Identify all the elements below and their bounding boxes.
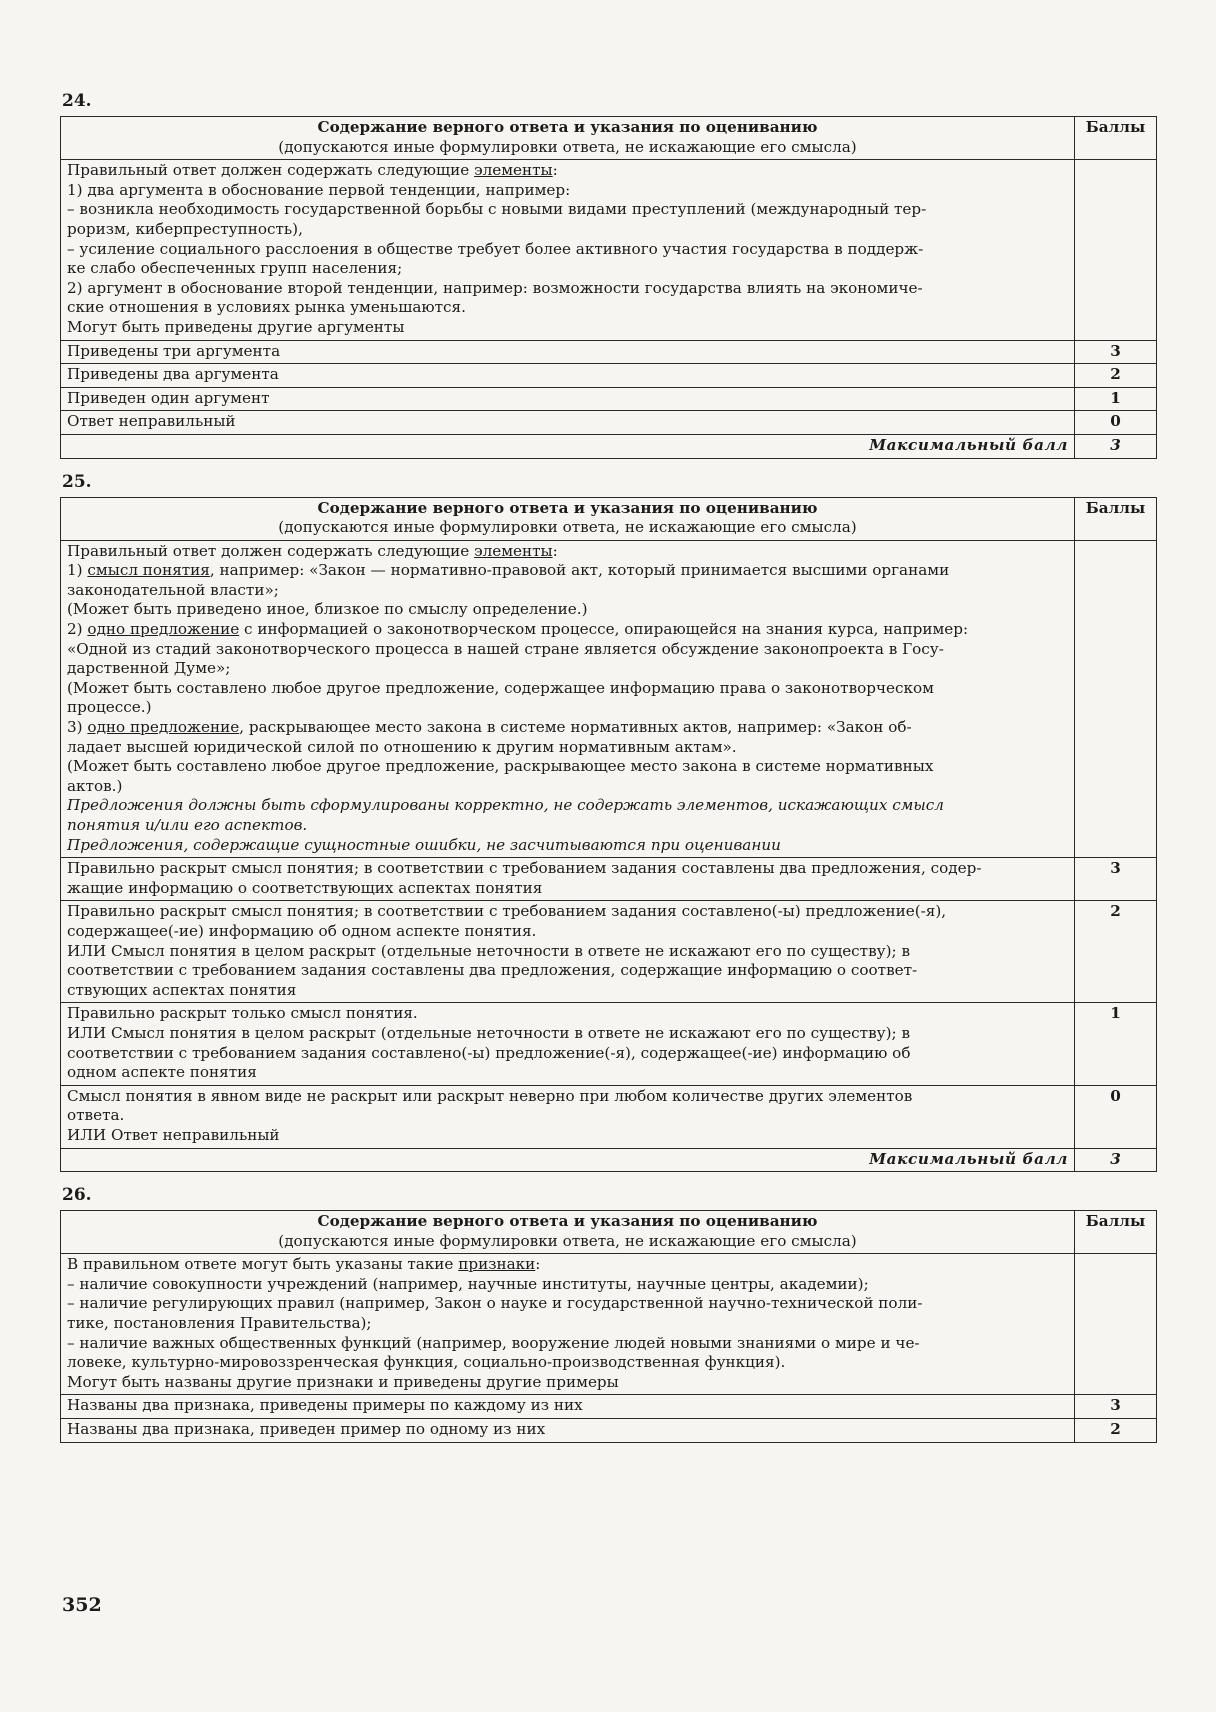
header-title: Содержание верного ответа и указания по оцениванию xyxy=(317,1212,818,1231)
score-row xyxy=(61,901,1157,1003)
score-row xyxy=(61,1003,1157,1085)
score-row xyxy=(61,364,1157,388)
page xyxy=(60,88,1156,1453)
score-row xyxy=(61,340,1157,364)
answer-content-row xyxy=(61,1254,1157,1395)
header-points: Баллы xyxy=(1075,117,1157,160)
scoring-table-26 xyxy=(60,1210,1157,1443)
answer-content-row xyxy=(61,160,1157,340)
scoring-table-25 xyxy=(60,497,1157,1173)
score-row xyxy=(61,1419,1157,1443)
score-criterion: Названы два признака, приведен пример по одному из них xyxy=(61,1419,1075,1443)
score-points: 2 xyxy=(1075,364,1157,388)
score-points: 1 xyxy=(1075,387,1157,411)
score-criterion: Правильно раскрыт смысл понятия; в соответствии с требованием задания составлены два предложения, содер- жащие информацию о соответствующих аспектах понятия xyxy=(61,858,1075,901)
score-row xyxy=(61,1085,1157,1148)
answer-content: Правильный ответ должен содержать следующие элементы: 1) смысл понятия, например: «Закон — нормативно-правовой акт, который принимается высшими органами законодательной власти»; (Может быть приведено иное, близкое по смыслу определение.) 2) одно предложение с информацией о законотворческом процессе, опирающейся на знания курса, например: «Одной из стадий законотворческого процесса в нашей стране является обсуждение законопроекта в Госу- дарственной Думе»; (Может быть составлено любое другое предложение, содержащее информацию права о законотворческом процессе.) 3) одно предложение, раскрывающее место закона в системе нормативных актов, например: «Закон об- ладает высшей юридической силой по отношению к другим нормативным актам». (Может быть составлено любое другое предложение, раскрывающее место закона в системе нормативных актов.) Предложения должны быть сформулированы корректно, не содержать элементов, искажающих смысл понятия и/или его аспектов. Предложения, содержащие сущностные ошибки, не засчитываются при оценивании xyxy=(61,540,1075,858)
score-criterion: Приведены три аргумента xyxy=(61,340,1075,364)
score-criterion: Приведен один аргумент xyxy=(61,387,1075,411)
score-criterion: Смысл понятия в явном виде не раскрыт или раскрыт неверно при любом количестве других элементов ответа. ИЛИ Ответ неправильный xyxy=(61,1085,1075,1148)
score-points: 3 xyxy=(1075,858,1157,901)
scoring-table-24 xyxy=(60,116,1157,459)
answer-content-row xyxy=(61,540,1157,858)
answer-content: Правильный ответ должен содержать следующие элементы: 1) два аргумента в обоснование первой тенденции, например: – возникла необходимость государственной борьбы с новыми видами преступлений (международный тер- роризм, киберпреступность), – усиление социального расслоения в обществе требует более активного участия государства в поддерж- ке слабо обеспеченных групп населения; 2) аргумент в обоснование второй тенденции, например: возможности государства влиять на экономиче- ские отношения в условиях рынка уменьшаются. Могут быть приведены другие аргументы xyxy=(61,160,1075,340)
max-score-label: Максимальный балл xyxy=(61,1148,1075,1172)
header-title: Содержание верного ответа и указания по оцениванию xyxy=(317,118,818,136)
score-row xyxy=(61,411,1157,435)
table-header xyxy=(61,1211,1157,1254)
score-criterion: Правильно раскрыт только смысл понятия. ИЛИ Смысл понятия в целом раскрыт (отдельные неточности в ответе не искажают его по существу); в соответствии с требованием задания составлено(-ы) предложение(-я), содержащее(-ие) информацию об одном аспекте понятия xyxy=(61,1003,1075,1085)
max-score-label: Максимальный балл xyxy=(61,434,1075,458)
score-points: 3 xyxy=(1075,340,1157,364)
score-row xyxy=(61,858,1157,901)
score-points: 2 xyxy=(1075,1419,1157,1443)
score-row xyxy=(61,1395,1157,1419)
header-points: Баллы xyxy=(1075,1211,1157,1254)
header-subtitle: (допускаются иные формулировки ответа, не искажающие его смысла) xyxy=(278,1231,857,1250)
question-number-25: 25. xyxy=(62,471,92,492)
question-number-26: 26. xyxy=(62,1185,92,1206)
score-criterion: Правильно раскрыт смысл понятия; в соответствии с требованием задания составлено(-ы) предложение(-я), содержащее(-ие) информацию об одном аспекте понятия. ИЛИ Смысл понятия в целом раскрыт (отдельные неточности в ответе не искажают его по существу); в соответствии с требованием задания составлены два предложения, содержащие информацию о соответ- ствующих аспектах понятия xyxy=(61,901,1075,1003)
score-points: 0 xyxy=(1075,1085,1157,1148)
max-score-row xyxy=(61,1148,1157,1172)
score-points: 0 xyxy=(1075,411,1157,435)
score-criterion: Приведены два аргумента xyxy=(61,364,1075,388)
max-score-value: 3 xyxy=(1075,434,1157,458)
score-points: 3 xyxy=(1075,1395,1157,1419)
header-subtitle: (допускаются иные формулировки ответа, не искажающие его смысла) xyxy=(278,137,857,156)
score-points: 1 xyxy=(1075,1003,1157,1085)
header-subtitle: (допускаются иные формулировки ответа, не искажающие его смысла) xyxy=(278,518,857,537)
score-criterion: Ответ неправильный xyxy=(61,411,1075,435)
answer-content: В правильном ответе могут быть указаны такие признаки: – наличие совокупности учреждений (например, научные институты, научные центры, академии); – наличие регулирующих правил (например, Закон о науке и государственной научно-технической поли- тике, постановления Правительства); – наличие важных общественных функций (например, вооружение людей новыми знаниями о мире и че- ловеке, культурно-мировоззренческая функция, социально-производственная функция). Могут быть названы другие признаки и приведены другие примеры xyxy=(61,1254,1075,1395)
page-number: 352 xyxy=(62,1594,102,1616)
max-score-value: 3 xyxy=(1075,1148,1157,1172)
header-title: Содержание верного ответа и указания по оцениванию xyxy=(317,498,818,517)
header-points: Баллы xyxy=(1075,497,1157,540)
table-header xyxy=(61,497,1157,540)
score-criterion: Названы два признака, приведены примеры по каждому из них xyxy=(61,1395,1075,1419)
score-points: 2 xyxy=(1075,901,1157,1003)
max-score-row xyxy=(61,434,1157,458)
question-number-24: 24. xyxy=(62,91,92,111)
table-header xyxy=(61,117,1157,160)
score-row xyxy=(61,387,1157,411)
